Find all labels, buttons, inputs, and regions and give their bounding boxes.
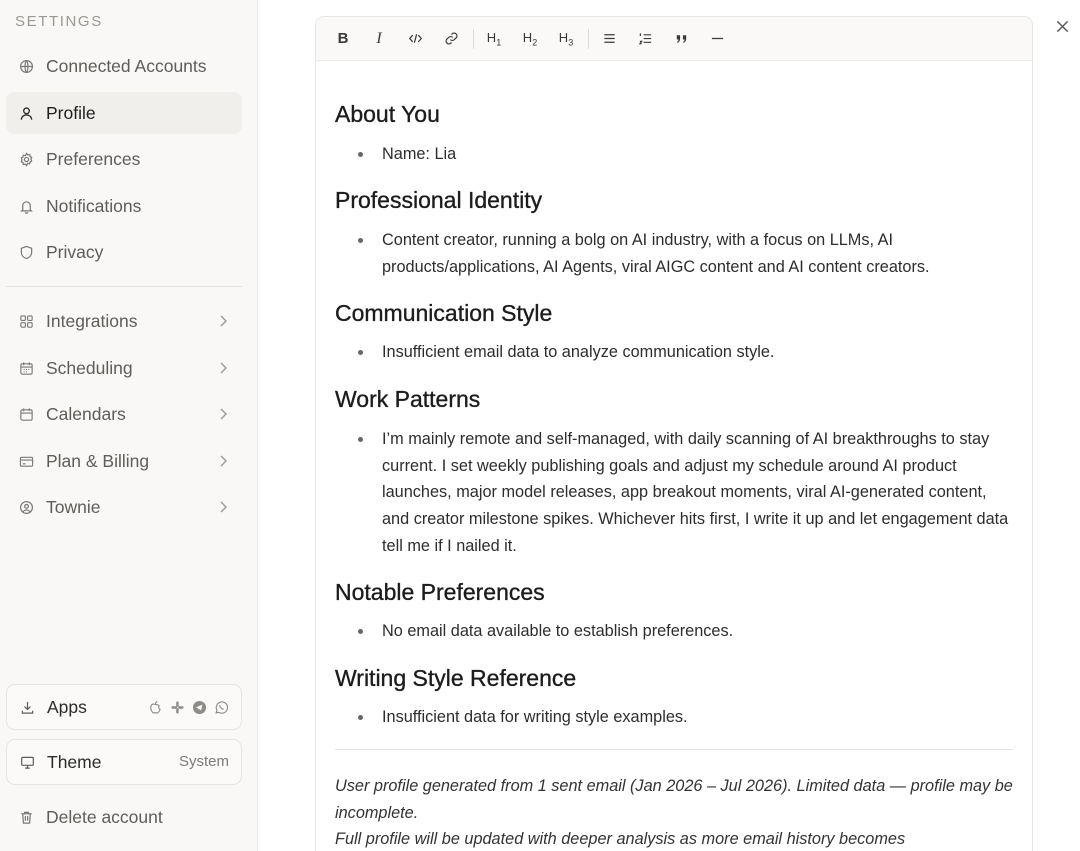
sidebar-item-privacy[interactable] bbox=[6, 231, 242, 273]
h1-icon: $H_1$ bbox=[486, 29, 502, 48]
heading-2-button[interactable] bbox=[516, 25, 544, 53]
bell-icon bbox=[18, 198, 34, 214]
italic-icon: I bbox=[376, 29, 382, 47]
sidebar-item-label: Connected Accounts bbox=[46, 55, 207, 76]
sidebar-item-label: Preferences bbox=[46, 148, 141, 169]
horizontal-rule-icon bbox=[710, 31, 725, 46]
list-item: No email data available to establish preferences. bbox=[335, 618, 1011, 645]
code-button[interactable] bbox=[401, 25, 429, 53]
profile-editor bbox=[315, 16, 1033, 851]
heading-1-button[interactable] bbox=[480, 25, 508, 53]
settings-sidebar bbox=[0, 0, 258, 851]
bullet-list-icon bbox=[602, 31, 617, 46]
bullet-list bbox=[335, 704, 1011, 731]
sidebar-item-label: Notifications bbox=[46, 195, 142, 216]
gear-icon bbox=[18, 151, 34, 167]
sidebar-item-label: Townie bbox=[46, 496, 101, 517]
bullet-list bbox=[335, 618, 1011, 645]
sidebar-item-scheduling[interactable] bbox=[6, 347, 242, 389]
quote-button[interactable] bbox=[667, 25, 695, 53]
bullet-list bbox=[335, 426, 1011, 560]
bullet-list bbox=[335, 141, 1011, 168]
delete-account-button[interactable] bbox=[6, 796, 242, 838]
sidebar-item-plan-billing[interactable] bbox=[6, 440, 242, 482]
sidebar-item-connected-accounts[interactable] bbox=[6, 45, 242, 87]
chevron-right-icon bbox=[218, 453, 228, 469]
editor-toolbar bbox=[316, 17, 1032, 61]
bullet-list bbox=[335, 339, 1011, 366]
bullet-list bbox=[335, 227, 1011, 280]
list-item: Content creator, running a bolg on AI industry, with a focus on LLMs, AI products/applications, AI Agents, viral AIGC content and AI content creators. bbox=[335, 227, 1011, 280]
slack-icon bbox=[169, 699, 185, 715]
section-heading: Notable Preferences bbox=[335, 579, 545, 605]
horizontal-rule bbox=[335, 749, 1013, 750]
list-item: Insufficient data for writing style examples. bbox=[335, 704, 1011, 731]
bold-icon: B bbox=[337, 30, 349, 47]
link-button[interactable] bbox=[437, 25, 465, 53]
sidebar-item-label: Profile bbox=[46, 102, 96, 123]
section-heading: Communication Style bbox=[335, 300, 553, 326]
chevron-right-icon bbox=[218, 499, 228, 515]
whatsapp-icon bbox=[213, 699, 229, 715]
chevron-right-icon bbox=[218, 360, 228, 376]
trash-icon bbox=[18, 809, 34, 825]
chevron-right-icon bbox=[218, 313, 228, 329]
shield-icon bbox=[18, 244, 34, 260]
quote-icon bbox=[674, 31, 689, 46]
delete-account-label: Delete account bbox=[46, 806, 163, 827]
grid-icon bbox=[18, 313, 34, 329]
list-item: I’m mainly remote and self-managed, with daily scanning of AI breakthroughs to stay current. I set weekly publishing goals and adjust my schedule around AI product launches, major model releases, app breakout moments, viral AI-generated content, and creator milestone spikes. Whichever hits first, I write it up and let engagement data tell me if I nailed it. bbox=[335, 426, 1011, 560]
globe-icon bbox=[18, 58, 34, 74]
sidebar-item-calendars[interactable] bbox=[6, 393, 242, 435]
heading-3-button[interactable] bbox=[552, 25, 580, 53]
close-icon[interactable] bbox=[1052, 16, 1072, 36]
sidebar-item-label: Privacy bbox=[46, 241, 104, 262]
sidebar-item-townie[interactable] bbox=[6, 486, 242, 528]
sidebar-item-notifications[interactable] bbox=[6, 185, 242, 227]
sidebar-item-label: Scheduling bbox=[46, 357, 133, 378]
download-icon bbox=[19, 699, 35, 715]
apps-label: Apps bbox=[47, 696, 87, 717]
calendar-icon bbox=[18, 406, 34, 422]
apple-icon bbox=[147, 699, 163, 715]
sidebar-item-label: Plan & Billing bbox=[46, 450, 150, 471]
h2-icon: $H_2$ bbox=[522, 29, 538, 48]
italic-button[interactable] bbox=[365, 25, 393, 53]
code-icon bbox=[408, 31, 423, 46]
section-heading: Professional Identity bbox=[335, 187, 543, 213]
section-heading: Writing Style Reference bbox=[335, 665, 577, 691]
telegram-icon bbox=[191, 699, 207, 715]
user-icon bbox=[18, 105, 34, 121]
sidebar-item-profile[interactable] bbox=[6, 92, 242, 134]
smile-circle-icon bbox=[18, 499, 34, 515]
monitor-icon bbox=[19, 754, 35, 770]
theme-value: System bbox=[178, 753, 229, 770]
theme-selector[interactable] bbox=[6, 739, 242, 785]
sidebar-item-integrations[interactable] bbox=[6, 300, 242, 342]
app-icons bbox=[147, 699, 229, 715]
section-heading: About You bbox=[335, 101, 440, 127]
toolbar-separator bbox=[588, 29, 589, 49]
horizontal-rule-button[interactable] bbox=[703, 25, 731, 53]
chevron-right-icon bbox=[218, 406, 228, 422]
profile-generation-note bbox=[335, 773, 1013, 851]
bold-button[interactable] bbox=[329, 25, 357, 53]
h3-icon: $H_3$ bbox=[558, 29, 574, 48]
link-icon bbox=[444, 31, 459, 46]
apps-button[interactable] bbox=[6, 684, 242, 730]
toolbar-separator bbox=[473, 29, 474, 49]
credit-card-icon bbox=[18, 453, 34, 469]
numbered-list-icon bbox=[638, 31, 653, 46]
list-item: Name: Lia bbox=[335, 141, 1011, 168]
bullet-list-button[interactable] bbox=[595, 25, 623, 53]
settings-heading: SETTINGS bbox=[15, 13, 103, 30]
calendar-grid-icon bbox=[18, 360, 34, 376]
sidebar-item-label: Integrations bbox=[46, 310, 138, 331]
list-item: Insufficient email data to analyze communication style. bbox=[335, 339, 1011, 366]
section-heading: Work Patterns bbox=[335, 386, 481, 412]
note-line: User profile generated from 1 sent email (Jan 2026 – Jul 2026). Limited data — profile may be incomplete. bbox=[335, 777, 1013, 822]
sidebar-divider bbox=[6, 286, 242, 287]
note-line: Full profile will be updated with deeper analysis as more email history becomes bbox=[335, 830, 906, 849]
sidebar-item-label: Calendars bbox=[46, 403, 126, 424]
theme-label: Theme bbox=[47, 751, 102, 772]
numbered-list-button[interactable] bbox=[631, 25, 659, 53]
sidebar-item-preferences[interactable] bbox=[6, 138, 242, 180]
